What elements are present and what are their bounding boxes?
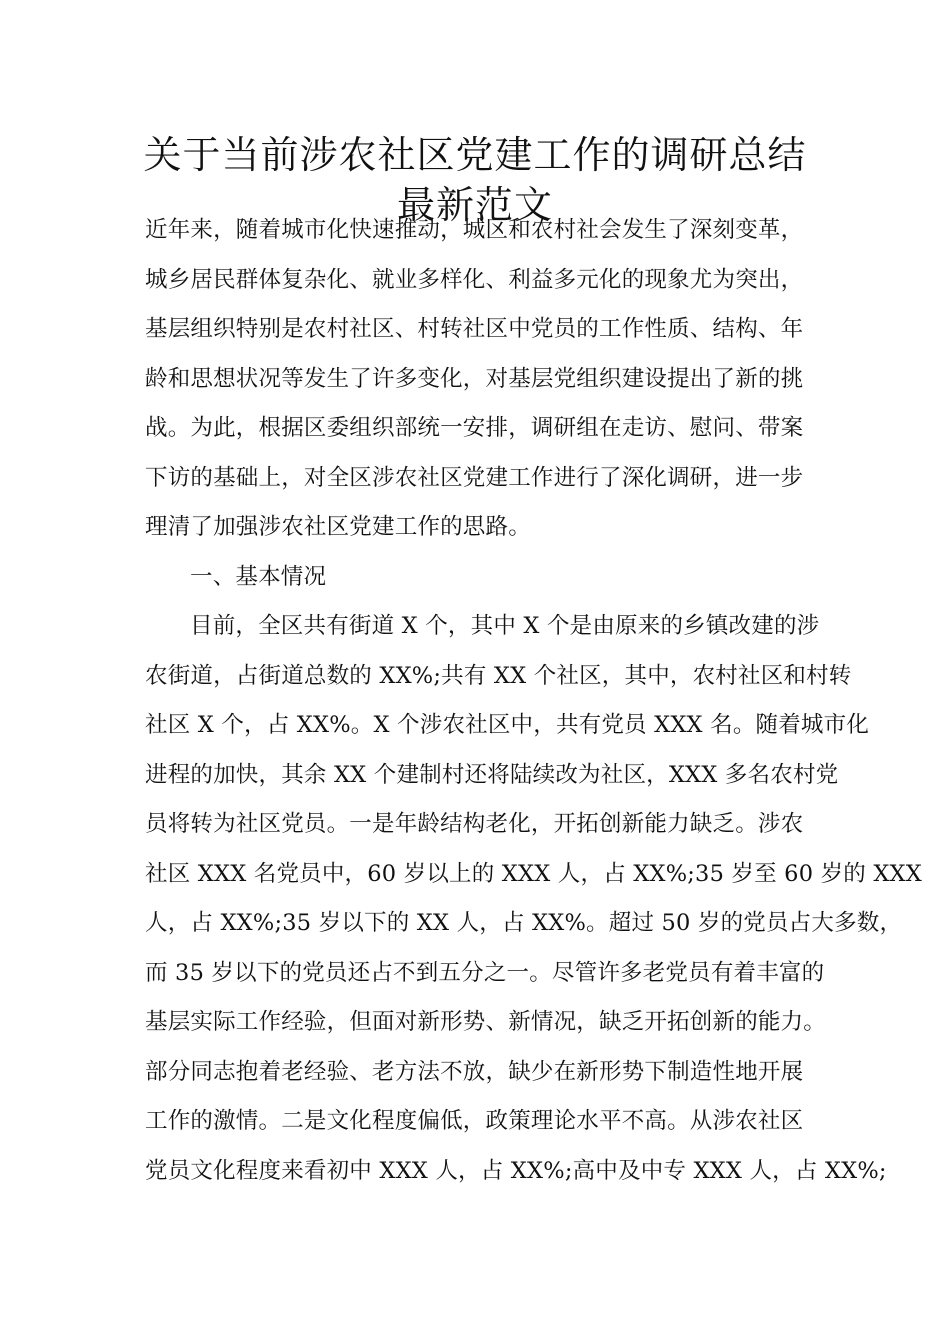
body-line: 农街道，占街道总数的 XX%;共有 XX 个社区，其中，农村社区和村转 <box>145 662 852 689</box>
body-line: 基层实际工作经验，但面对新形势、新情况，缺乏开拓创新的能力。 <box>145 1009 827 1035</box>
document-title-line-2: 最新范文 <box>396 183 553 227</box>
body-line: 龄和思想状况等发生了许多变化，对基层党组织建设提出了新的挑 <box>145 365 804 392</box>
document-body <box>145 206 922 1196</box>
body-line: 社区 XXX 名党员中，60 岁以上的 XXX 人，占 XX%;35 岁至 60 岁的 XXX <box>145 860 922 887</box>
body-line: 目前，全区共有街道 X 个，其中 X 个是由原来的乡镇改建的涉 <box>190 613 820 639</box>
body-line: 下访的基础上，对全区涉农社区党建工作进行了深化调研，进一步 <box>145 464 804 491</box>
body-line: 社区 X 个，占 XX%。X 个涉农社区中，共有党员 XXX 名。随着城市化 <box>145 712 870 738</box>
body-line: 部分同志抱着老经验、老方法不放，缺少在新形势下制造性地开展 <box>145 1058 804 1085</box>
body-line: 党员文化程度来看初中 XXX 人，占 XX%;高中及中专 XXX 人，占 XX%; <box>145 1157 887 1184</box>
body-line: 城乡居民群体复杂化、就业多样化、利益多元化的现象尤为突出， <box>145 266 804 293</box>
body-line: 员将转为社区党员。一是年龄结构老化，开拓创新能力缺乏。涉农 <box>145 811 804 837</box>
body-line: 近年来，随着城市化快速推动，城区和农村社会发生了深刻变革， <box>145 217 804 243</box>
body-line: 战。为此，根据区委组织部统一安排，调研组在走访、慰问、带案 <box>145 415 804 441</box>
body-line: 人，占 XX%;35 岁以下的 XX 人，占 XX%。超过 50 岁的党员占大多数， <box>145 910 903 936</box>
body-line: 基层组织特别是农村社区、村转社区中党员的工作性质、结构、年 <box>145 316 804 342</box>
document-title-line-1: 关于当前涉农社区党建工作的调研总结 <box>143 133 807 177</box>
body-line: 工作的激情。二是文化程度偏低，政策理论水平不高。从涉农社区 <box>145 1108 804 1134</box>
section-heading: 一、基本情况 <box>190 563 327 590</box>
body-line: 理清了加强涉农社区党建工作的思路。 <box>145 514 531 540</box>
body-line: 进程的加快，其余 XX 个建制村还将陆续改为社区，XXX 多名农村党 <box>145 761 839 788</box>
body-line: 而 35 岁以下的党员还占不到五分之一。尽管许多老党员有着丰富的 <box>145 959 825 986</box>
